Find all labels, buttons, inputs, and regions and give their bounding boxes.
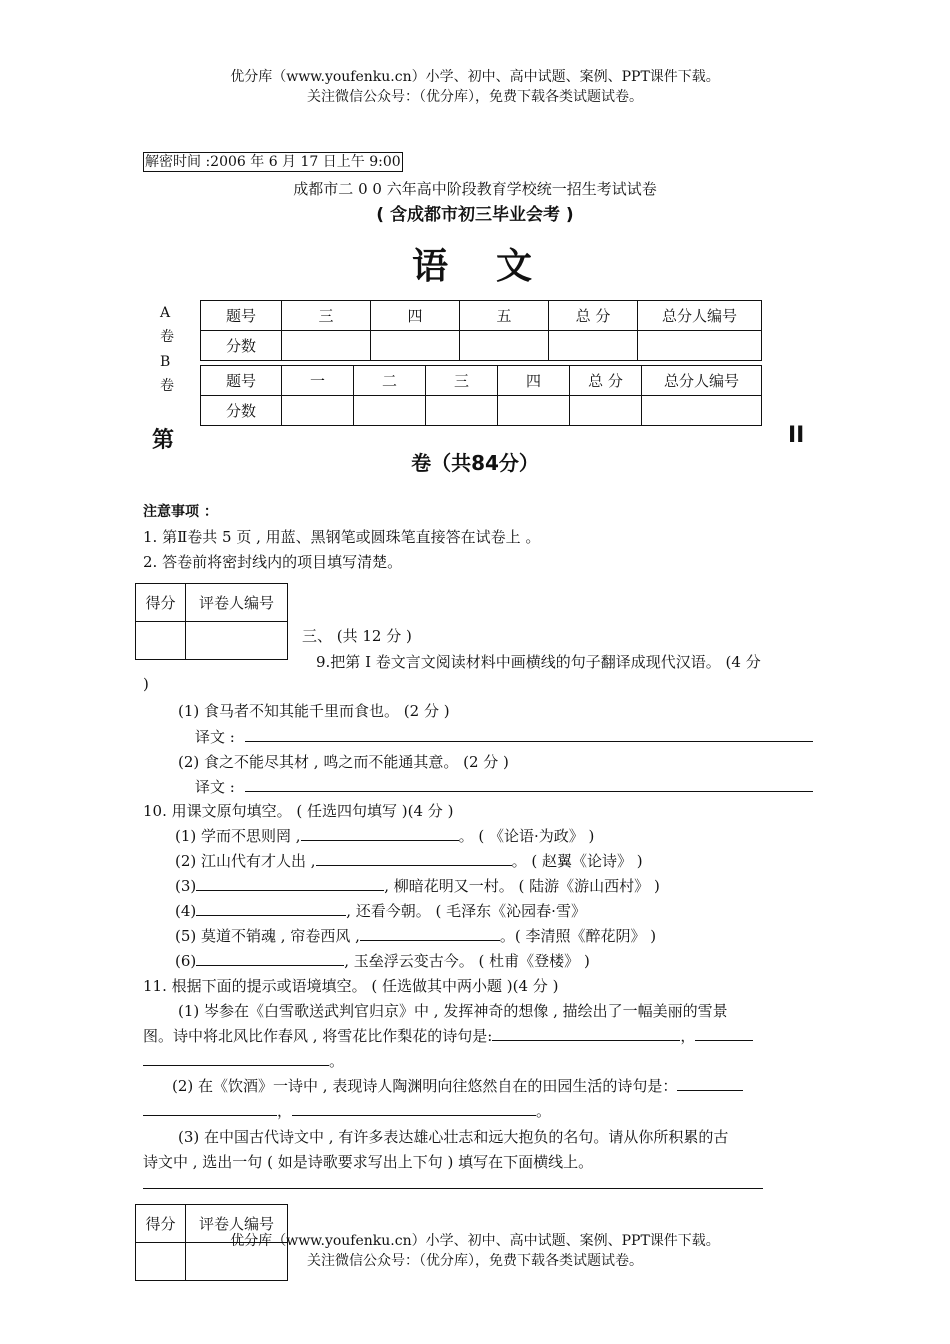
b-score-cell[interactable]	[426, 396, 498, 426]
answer-line[interactable]	[245, 727, 813, 742]
q10-item-pre: (1) 学而不思则罔 ,	[175, 827, 301, 845]
question-11: 11. 根据下面的提示或语境填空。 ( 任选做其中两小题 )(4 分 )	[143, 977, 559, 995]
a-score-cell[interactable]	[460, 331, 549, 361]
b-header-cell: 三	[426, 366, 498, 396]
q10-item-pre: (6)	[175, 952, 197, 970]
q11-2-prompt: (2) 在《饮酒》一诗中 , 表现诗人陶渊明向往悠然自在的田园生活的诗句是：	[172, 1077, 678, 1095]
b-score-cell[interactable]	[642, 396, 762, 426]
b-paper-label: B 卷	[160, 354, 185, 394]
period: 。	[329, 1052, 345, 1070]
q10-item-post: , 还看今朝。 ( 毛泽东《沁园春·雪》	[346, 902, 586, 920]
a-header-cell: 四	[371, 301, 460, 331]
q10-item	[175, 825, 594, 846]
a-row-label: 分数	[201, 331, 282, 361]
answer-line[interactable]	[301, 826, 459, 841]
a-score-cell[interactable]	[549, 331, 638, 361]
comma: ，	[277, 1102, 293, 1120]
b-header-cell: 四	[498, 366, 570, 396]
b-score-cell[interactable]	[570, 396, 642, 426]
grade-grader-cell[interactable]	[186, 622, 288, 660]
section-di: 第	[152, 428, 175, 453]
site-footer-line2: 关注微信公众号：（优分库），免费下载各类试题试卷。	[307, 1253, 643, 1269]
question-11-1-line1: (1) 岑参在《白雪歌送武判官归京》中 , 发挥神奇的想像 , 描绘出了一幅美丽的雪景	[178, 1002, 728, 1020]
question-11-2	[172, 1075, 743, 1096]
answer-line[interactable]	[196, 901, 346, 916]
comma: ，	[680, 1027, 696, 1045]
answer-line[interactable]	[196, 876, 384, 891]
site-header-line2: 关注微信公众号：（优分库），免费下载各类试题试卷。	[307, 89, 643, 105]
b-header-cell: 一	[282, 366, 354, 396]
exam-subtitle: ( 含成都市初三毕业会考 )	[376, 205, 574, 225]
question-9-1: (1) 食马者不知其能千里而食也。 (2 分 )	[178, 702, 450, 720]
a-score-cell[interactable]	[371, 331, 460, 361]
answer-line[interactable]	[316, 851, 512, 866]
exam-title: 成都市二 0 0 六年高中阶段教育学校统一招生考试试卷	[293, 180, 657, 198]
translation-label: 译文 :	[195, 728, 235, 746]
grade-score-label: 得分	[136, 1205, 186, 1243]
note-item: 1. 第Ⅱ卷共 5 页 , 用蓝、黑钢笔或圆珠笔直接答在试卷上 。	[143, 528, 541, 546]
answer-line[interactable]	[492, 1026, 680, 1041]
q10-item	[175, 925, 656, 946]
b-score-table	[200, 365, 762, 426]
a-header-cell: 题号	[201, 301, 282, 331]
a-header-cell: 三	[282, 301, 371, 331]
a-score-cell[interactable]	[638, 331, 762, 361]
answer-line[interactable]	[143, 1051, 329, 1066]
grade-grader-label: 评卷人编号	[186, 1205, 288, 1243]
site-footer-line1: 优分库（www.youfenku.cn）小学、初中、高中试题、案例、PPT课件下载。	[230, 1233, 720, 1249]
b-score-cell[interactable]	[498, 396, 570, 426]
section-roman: II	[788, 423, 805, 448]
decrypt-time-box: 解密时间 :2006 年 6 月 17 日上午 9:00	[145, 154, 401, 170]
a-header-cell: 总 分	[549, 301, 638, 331]
b-score-cell[interactable]	[354, 396, 426, 426]
b-header-cell: 总 分	[570, 366, 642, 396]
grade-box	[135, 583, 288, 660]
q11-1-prompt: 图。诗中将北风比作春风 , 将雪花比作梨花的诗句是:	[143, 1027, 493, 1045]
answer-line[interactable]	[143, 1101, 277, 1116]
b-score-cell[interactable]	[282, 396, 354, 426]
answer-line[interactable]	[143, 1188, 763, 1189]
q10-item-pre: (3)	[175, 877, 197, 895]
q10-item-post: 。( 李清照《醉花阴》 )	[499, 927, 657, 945]
notes-title: 注意事项 ：	[143, 504, 218, 520]
note-item: 2. 答卷前将密封线内的项目填写清楚。	[143, 553, 403, 571]
q10-item	[175, 900, 586, 921]
q10-item-post: 。 ( 《论语·为政》 )	[458, 827, 595, 845]
b-header-cell: 总分人编号	[642, 366, 762, 396]
q10-item-post: 。 ( 赵翼《论诗》 )	[511, 852, 643, 870]
answer-line[interactable]	[360, 926, 500, 941]
question-11-3-line1: (3) 在中国古代诗文中 , 有许多表达雄心壮志和远大抱负的名句。请从你所积累的古	[178, 1128, 729, 1146]
a-score-table	[200, 300, 762, 361]
grade-score-cell[interactable]	[136, 622, 186, 660]
question-9: 9.把第 I 卷文言文阅读材料中画横线的句子翻译成现代汉语。 (4 分	[316, 653, 761, 671]
question-11-3-line2: 诗文中 , 选出一句 ( 如是诗歌要求写出上下句 ) 填写在下面横线上。	[143, 1153, 594, 1171]
question-10: 10. 用课文原句填空。 ( 任选四句填写 )(4 分 )	[143, 802, 454, 820]
a-header-cell: 总分人编号	[638, 301, 762, 331]
q10-item	[175, 850, 643, 871]
answer-line[interactable]	[677, 1076, 743, 1091]
q10-item-post: , 柳暗花明又一村。 ( 陆游《游山西村》 )	[384, 877, 660, 895]
b-header-cell: 题号	[201, 366, 282, 396]
period: 。	[536, 1102, 552, 1120]
q10-item-post: , 玉垒浮云变古今。 ( 杜甫《登楼》 )	[344, 952, 590, 970]
b-row-label: 分数	[201, 396, 282, 426]
question-9-tail: )	[143, 675, 149, 693]
section-title: 卷（共84分）	[411, 451, 539, 475]
answer-line[interactable]	[196, 951, 344, 966]
a-header-cell: 五	[460, 301, 549, 331]
question-11-1-line3	[143, 1050, 344, 1071]
site-header-line1: 优分库（www.youfenku.cn）小学、初中、高中试题、案例、PPT课件下载。	[230, 69, 720, 85]
question-9-2: (2) 食之不能尽其材 , 鸣之而不能通其意。 (2 分 )	[178, 753, 509, 771]
b-header-cell: 二	[354, 366, 426, 396]
answer-line[interactable]	[245, 777, 813, 792]
subject-title: 语 文	[411, 246, 538, 287]
question-11-2-line2	[143, 1100, 551, 1121]
grade-score-label: 得分	[136, 584, 186, 622]
a-paper-label: A 卷	[160, 305, 185, 345]
translation-label: 译文 :	[195, 778, 235, 796]
a-score-cell[interactable]	[282, 331, 371, 361]
q10-item	[175, 875, 660, 896]
q10-item-pre: (2) 江山代有才人出 ,	[175, 852, 316, 870]
q10-item	[175, 950, 590, 971]
grade-grader-label: 评卷人编号	[186, 584, 288, 622]
q10-item-pre: (5) 莫道不销魂 , 帘卷西风 ,	[175, 927, 360, 945]
answer-line[interactable]	[292, 1101, 536, 1116]
q10-item-pre: (4)	[175, 902, 197, 920]
question-11-1-line2	[143, 1025, 753, 1046]
answer-line[interactable]	[695, 1026, 753, 1041]
part3-heading: 三、 (共 12 分 )	[302, 627, 412, 645]
